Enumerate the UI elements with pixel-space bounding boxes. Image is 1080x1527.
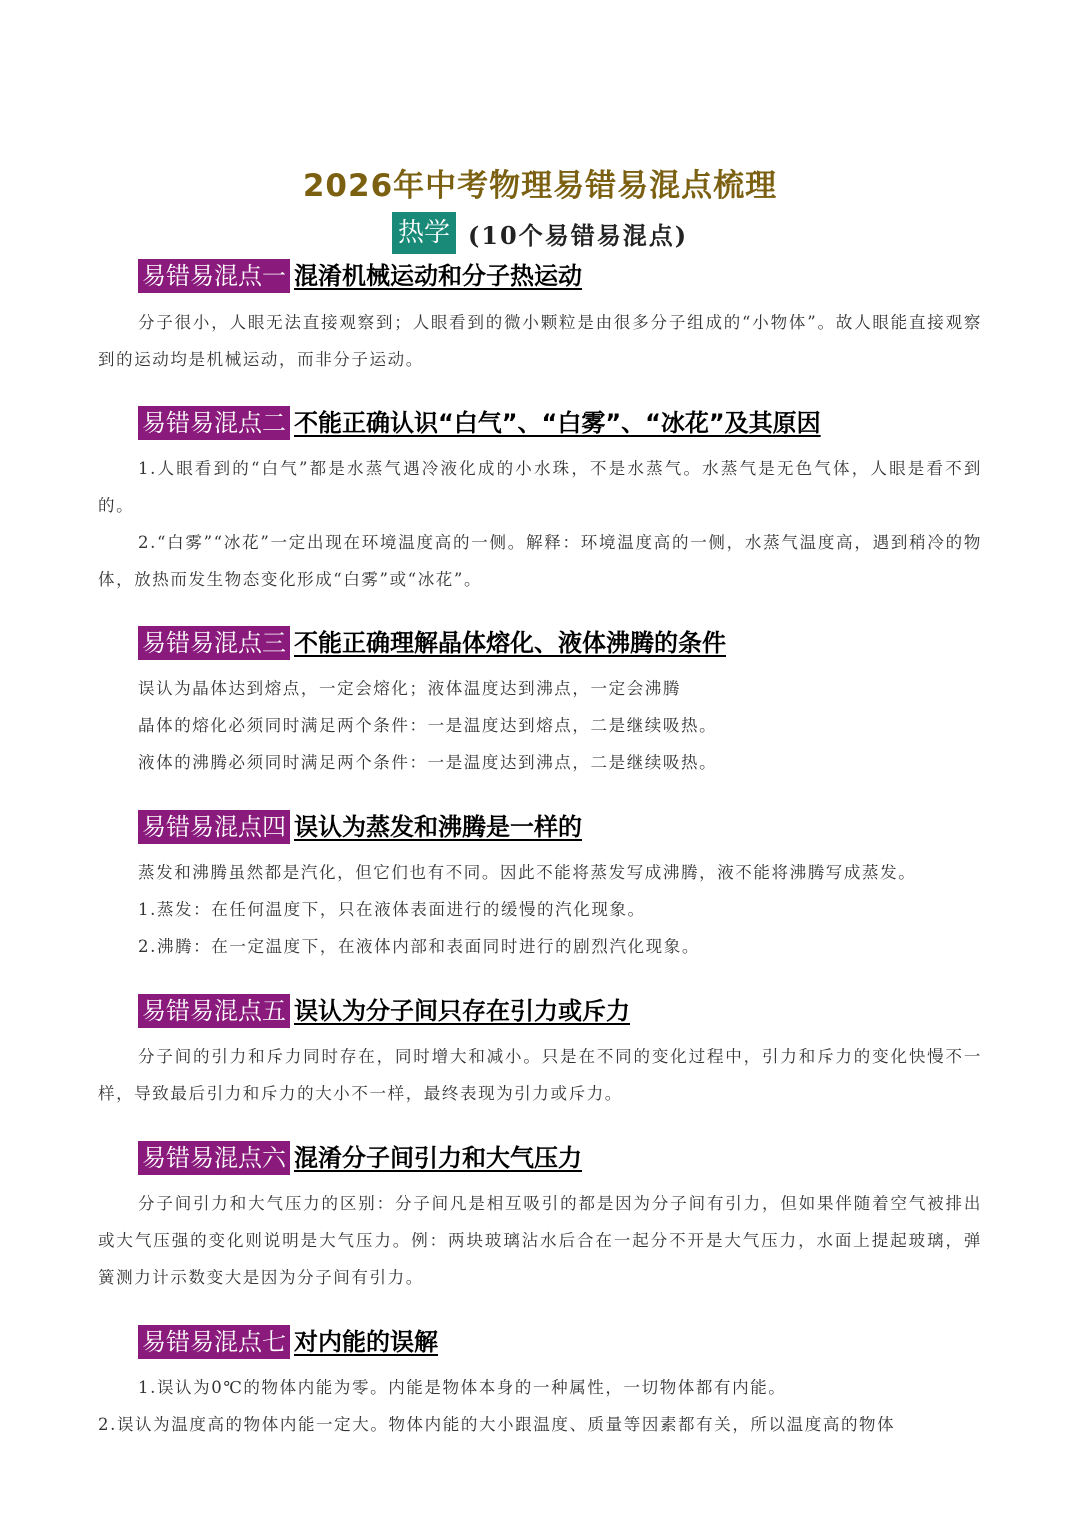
section-paragraph	[98, 1369, 982, 1443]
section-title: 误认为蒸发和沸腾是一样的	[294, 813, 582, 841]
paragraph-text: 分子间引力和大气压力的区别：分子间凡是相互吸引的都是因为分子间有引力，但如果伴随着空气被排出或大气压强的变化则说明是大气压力。例：两块玻璃沾水后合在一起分不开是大气压力，水面上提起玻璃，弹簧测力计示数变大是因为分子间有引力。	[98, 1194, 982, 1287]
section-paragraph	[98, 1038, 982, 1112]
paragraph-text: 1.蒸发：在任何温度下，只在液体表面进行的缓慢的汽化现象。	[138, 900, 646, 919]
subtitle	[0, 212, 1080, 254]
section-tag: 易错易混点六	[138, 1141, 290, 1175]
section-tag: 易错易混点四	[138, 810, 290, 844]
subtitle-tag: 热学	[392, 212, 456, 254]
paragraph-text: 2.误认为温度高的物体内能一定大。物体内能的大小跟温度、质量等因素都有关，所以温度高的物体	[98, 1415, 896, 1434]
section-heading	[138, 810, 582, 844]
section-title: 误认为分子间只存在引力或斥力	[294, 997, 630, 1025]
paragraph-text: 2.“白雾”“冰花”一定出现在环境温度高的一侧。解释：环境温度高的一侧，水蒸气温度高，遇到稍冷的物体，放热而发生物态变化形成“白雾”或“冰花”。	[98, 533, 982, 589]
section-tag: 易错易混点一	[138, 259, 290, 293]
paragraph-text: 1.误认为0℃的物体内能为零。内能是物体本身的一种属性，一切物体都有内能。	[138, 1378, 787, 1397]
paragraph-text: 误认为晶体达到熔点，一定会熔化；液体温度达到沸点，一定会沸腾	[138, 679, 681, 698]
section-tag: 易错易混点三	[138, 626, 290, 660]
section-paragraph	[98, 670, 982, 781]
subtitle-text: (10个易错易混点)	[467, 220, 689, 250]
section-title: 不能正确认识“白气”、“白雾”、“冰花”及其原因	[294, 409, 821, 437]
section-title: 混淆机械运动和分子热运动	[294, 262, 582, 290]
section-heading	[138, 1325, 438, 1359]
section-paragraph	[98, 450, 982, 598]
paragraph-text: 液体的沸腾必须同时满足两个条件：一是温度达到沸点，二是继续吸热。	[138, 753, 718, 772]
section-heading	[138, 1141, 582, 1175]
section-tag: 易错易混点二	[138, 406, 290, 440]
paragraph-text: 分子间的引力和斥力同时存在，同时增大和减小。只是在不同的变化过程中，引力和斥力的变化快慢不一样，导致最后引力和斥力的大小不一样，最终表现为引力或斥力。	[98, 1047, 982, 1103]
section-title: 混淆分子间引力和大气压力	[294, 1144, 582, 1172]
section-heading	[138, 259, 582, 293]
section-tag: 易错易混点五	[138, 994, 290, 1028]
section-paragraph	[98, 1185, 982, 1296]
paragraph-text: 2.沸腾：在一定温度下，在液体内部和表面同时进行的剧烈汽化现象。	[138, 937, 700, 956]
paragraph-text: 晶体的熔化必须同时满足两个条件：一是温度达到熔点，二是继续吸热。	[138, 716, 718, 735]
section-paragraph	[98, 304, 982, 378]
section-paragraph	[98, 854, 982, 965]
paragraph-text: 分子很小，人眼无法直接观察到；人眼看到的微小颗粒是由很多分子组成的“小物体”。故人眼能直接观察到的运动均是机械运动，而非分子运动。	[98, 313, 982, 369]
section-tag: 易错易混点七	[138, 1325, 290, 1359]
section-heading	[138, 406, 821, 440]
paragraph-text: 蒸发和沸腾虽然都是汽化，但它们也有不同。因此不能将蒸发写成沸腾，液不能将沸腾写成蒸发。	[138, 863, 917, 882]
section-title: 不能正确理解晶体熔化、液体沸腾的条件	[294, 629, 726, 657]
paragraph-text: 1.人眼看到的“白气”都是水蒸气遇冷液化成的小水珠，不是水蒸气。水蒸气是无色气体，人眼是看不到的。	[98, 459, 982, 515]
section-title: 对内能的误解	[294, 1328, 438, 1356]
section-heading	[138, 626, 726, 660]
section-heading	[138, 994, 630, 1028]
page-title: 2026年中考物理易错易混点梳理	[302, 168, 778, 204]
